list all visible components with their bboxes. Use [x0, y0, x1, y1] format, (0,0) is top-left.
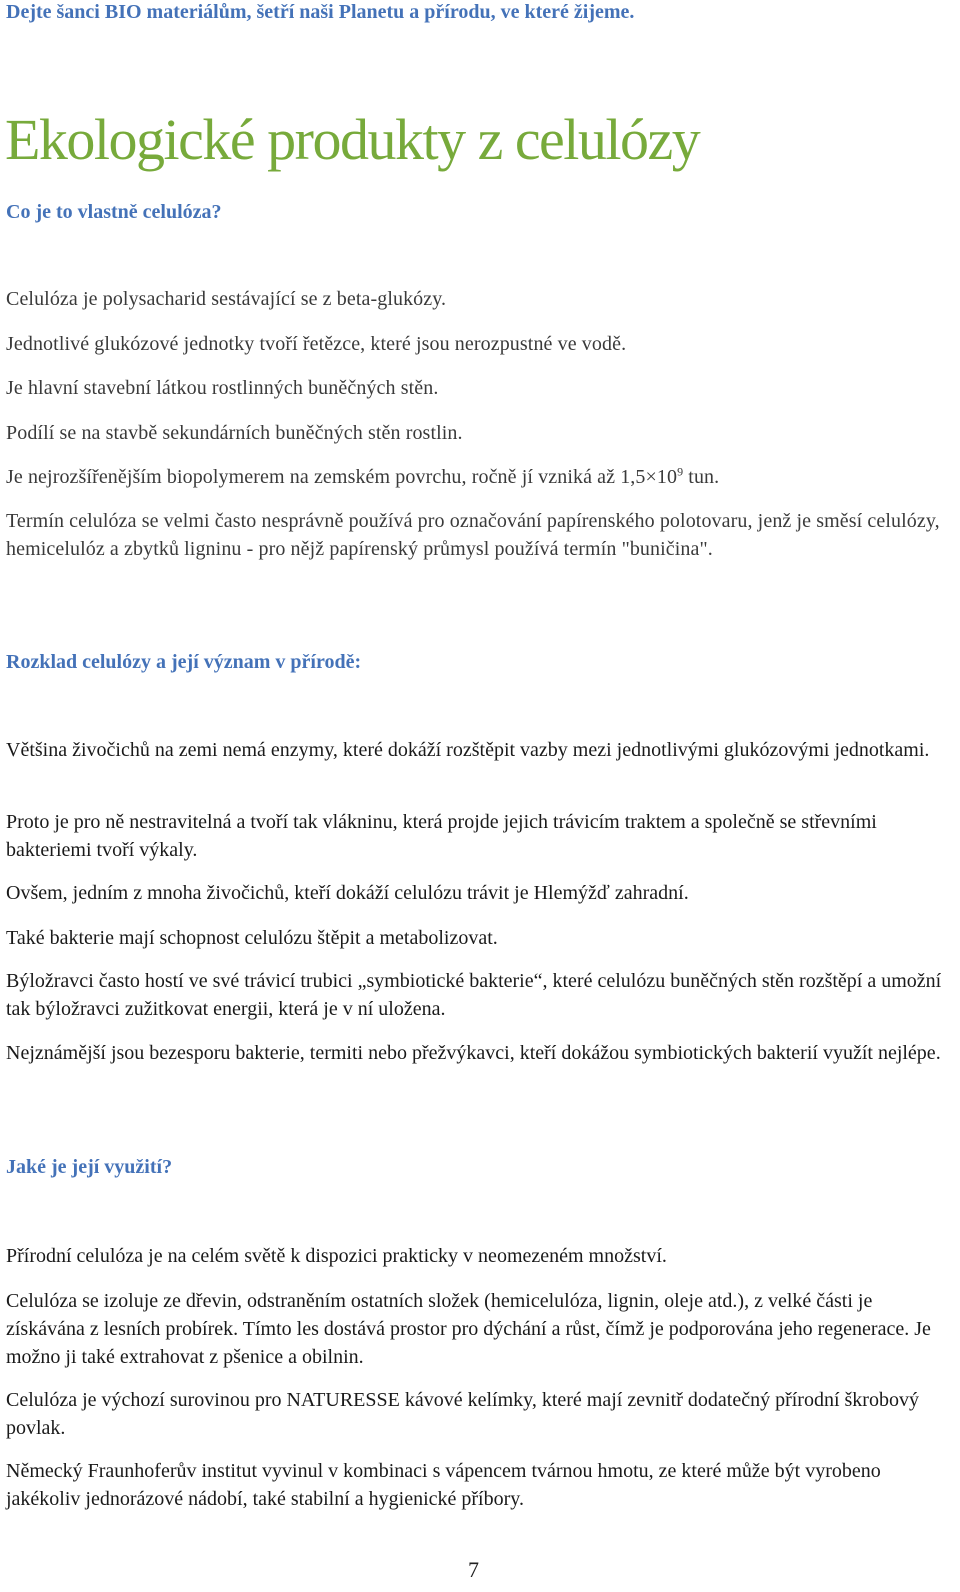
amount-line-unit: tun. [683, 466, 720, 488]
body-paragraph: Německý Fraunhoferův institut vyvinul v kombinaci s vápencem tvárnou hmotu, ze které může být vyrobeno jakékoliv jednorázové nádobí, také stabilní a hygienické příbory. [6, 1460, 881, 1510]
definition-line: Je hlavní stavební látkou rostlinných buněčných stěn. [6, 377, 439, 399]
page-title: Ekologické produkty z celulózy [5, 107, 700, 172]
body-paragraph: Ovšem, jedním z mnoha živočichů, kteří dokáží celulózu trávit je Hlemýžď zahradní. [6, 882, 689, 904]
amount-line-text: Je nejrozšířenějším biopolymerem na zemském povrchu, ročně jí vzniká až 1,5×10 [6, 466, 678, 488]
amount-line [6, 463, 956, 491]
terminology-paragraph: Termín celulóza se velmi často nesprávně používá pro označování papírenského polotovaru, jenž je směsí celulózy, hemicelulóz a zbytků ligninu - pro nějž papírenský průmysl používá termín "buničina". [6, 510, 940, 560]
tagline: Dejte šanci BIO materiálům, šetří naši Planetu a přírodu, ve které žijeme. [6, 1, 635, 23]
body-paragraph: Celulóza je výchozí surovinou pro NATURESSE kávové kelímky, které mají zevnitř dodatečný přírodní škrobový povlak. [6, 1389, 919, 1439]
body-paragraph: Býložravci často hostí ve své trávicí trubici „symbiotické bakterie“, které celulózu buněčných stěn rozštěpí a umožní tak býložravci zužitkovat energii, která je v ní uložena. [6, 970, 942, 1020]
definition-line: Celulóza je polysacharid sestávající se z beta-glukózy. [6, 288, 447, 310]
amount-line-exponent: 9 [677, 464, 684, 479]
body-paragraph: Také bakterie mají schopnost celulózu štěpit a metabolizovat. [6, 927, 498, 949]
body-paragraph: Nejznámější jsou bezesporu bakterie, termiti nebo přežvýkavci, kteří dokážou symbiotických bakterií využít nejlépe. [6, 1042, 941, 1064]
body-paragraph: Proto je pro ně nestravitelná a tvoří tak vlákninu, která projde jejich trávicím traktem a společně se střevními bakteriemi tvoří výkaly. [6, 811, 877, 861]
body-paragraph: Celulóza se izoluje ze dřevin, odstraněním ostatních složek (hemicelulóza, lignin, oleje atd.), z velké části je získávána z lesních probírek. Tímto les dostává prostor pro dýchání a růst, čímž je podporována jeho regenerace. Je možno ji také extrahovat z pšenice a obilnin. [6, 1290, 931, 1368]
section-heading-usage: Jaké je její využití? [6, 1156, 173, 1178]
body-paragraph: Přírodní celulóza je na celém světě k dispozici prakticky v neomezeném množství. [6, 1245, 667, 1267]
definition-line: Podílí se na stavbě sekundárních buněčných stěn rostlin. [6, 422, 463, 444]
page-number: 7 [468, 1557, 479, 1582]
definition-line: Jednotlivé glukózové jednotky tvoří řetězce, které jsou nerozpustné ve vodě. [6, 333, 627, 355]
section-heading-what-is-cellulose: Co je to vlastně celulóza? [6, 201, 222, 223]
section-heading-decomposition: Rozklad celulózy a její význam v přírodě: [6, 651, 362, 673]
body-paragraph: Většina živočichů na zemi nemá enzymy, které dokáží rozštěpit vazby mezi jednotlivými glukózovými jednotkami. [6, 739, 930, 761]
